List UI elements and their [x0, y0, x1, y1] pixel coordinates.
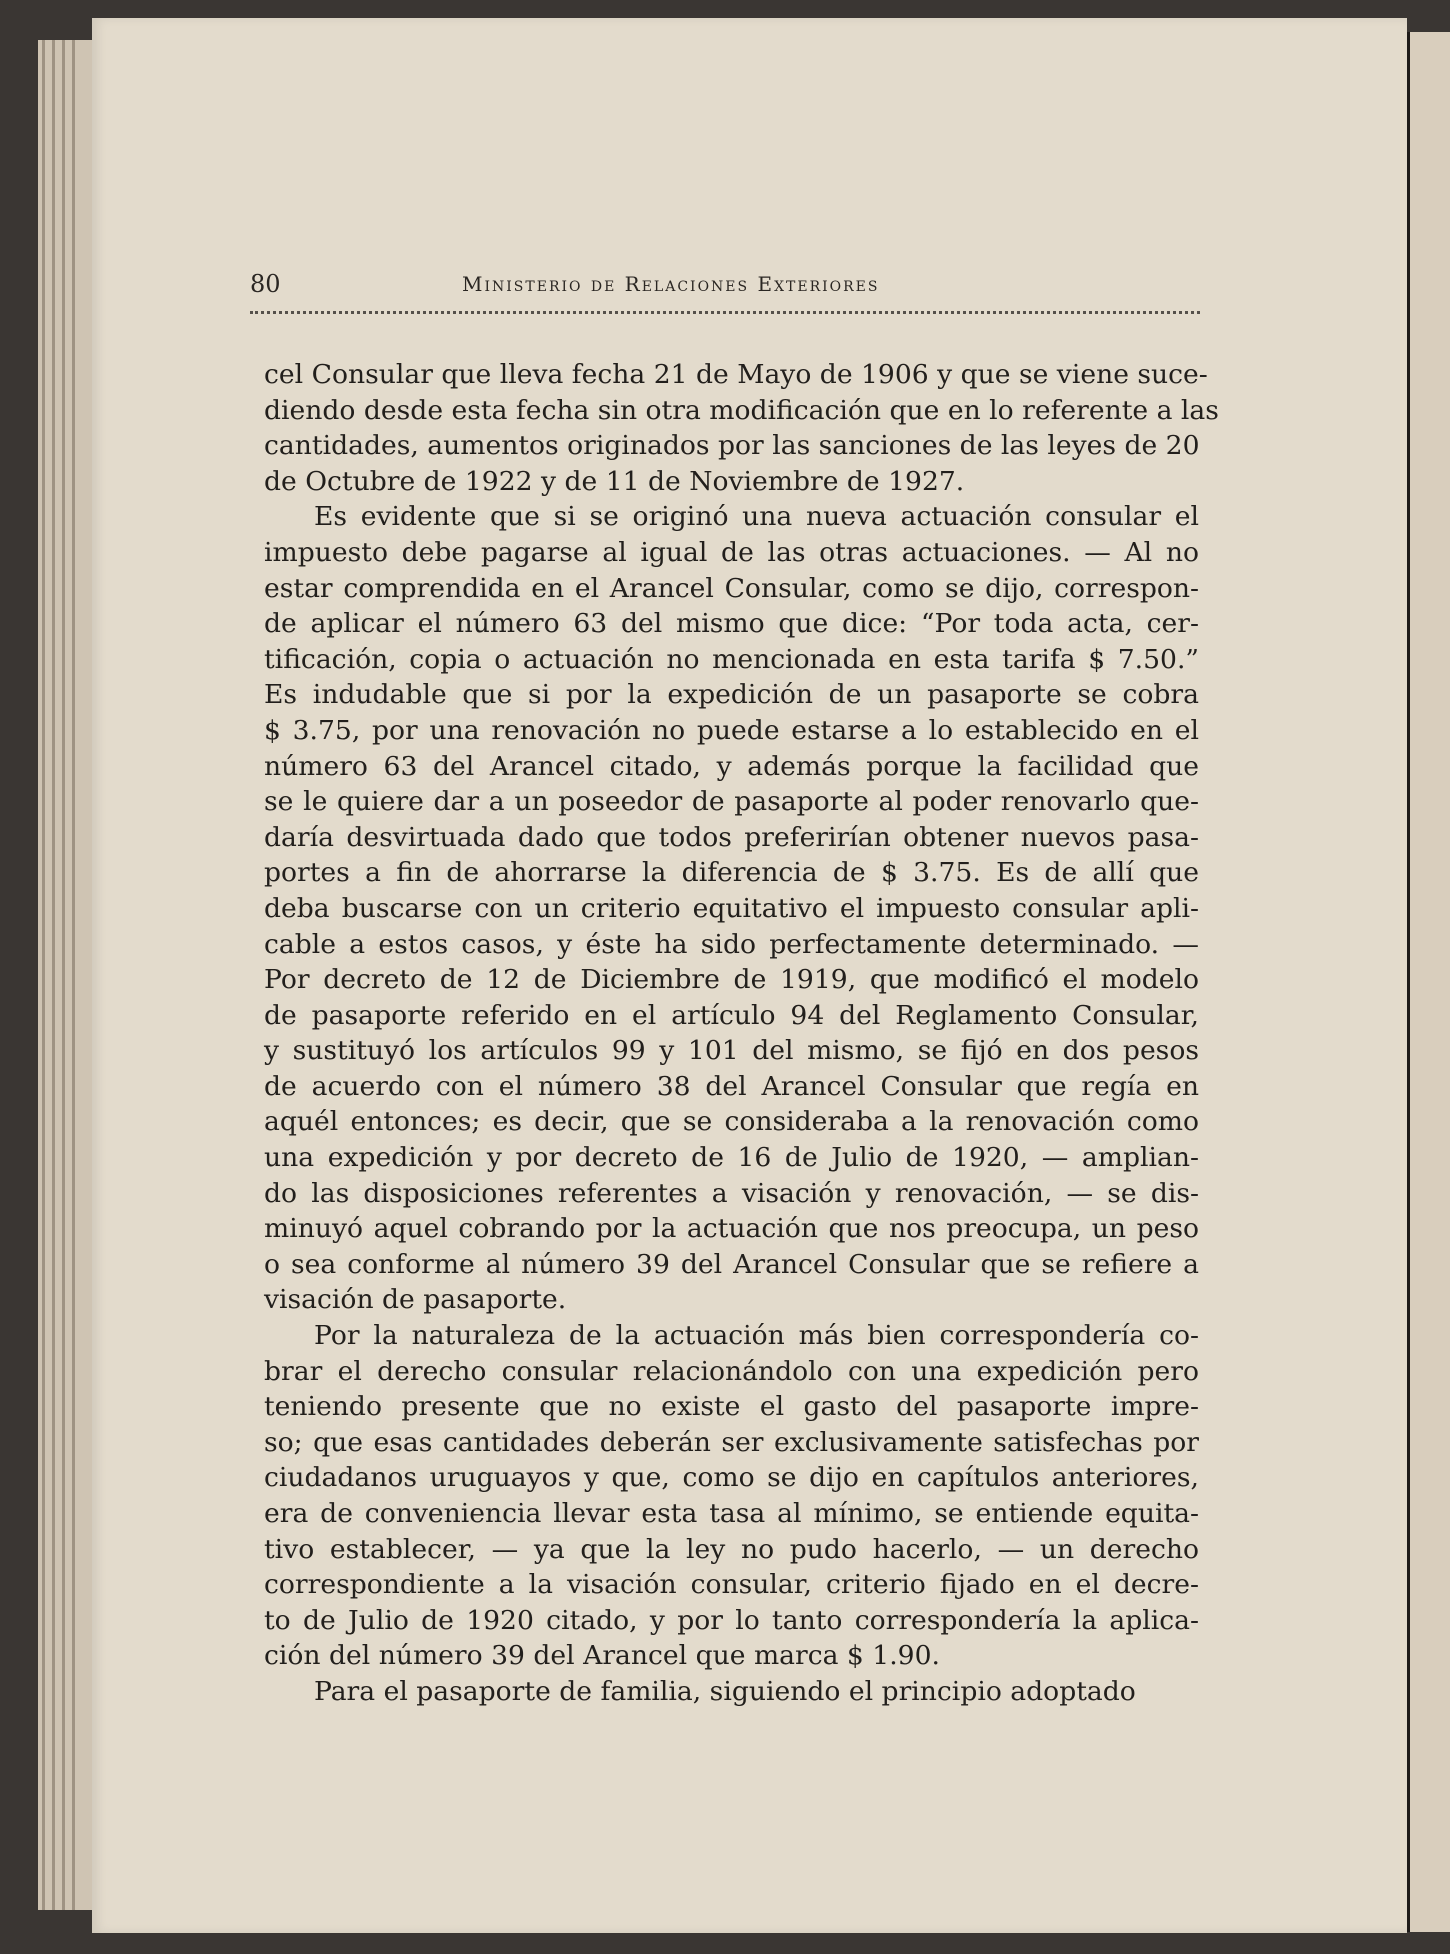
paragraph: [264, 357, 1219, 499]
text-line: $ 3.75, por una renovación no puede estarse a lo establecido en el: [264, 714, 1199, 746]
text-line: visación de pasaporte.: [264, 1284, 567, 1316]
body-text: [264, 357, 1219, 1710]
page-edge-line: [52, 40, 55, 1910]
text-line: de acuerdo con el número 38 del Arancel Consular que regía en: [264, 1070, 1199, 1102]
text-line: o sea conforme al número 39 del Arancel Consular que se refiere a: [264, 1248, 1199, 1280]
text-line: era de conveniencia llevar esta tasa al mínimo, se entiende equita-: [264, 1498, 1199, 1529]
text-line: portes a fin de ahorrarse la diferencia de $ 3.75. Es de allí que: [264, 857, 1199, 889]
text-line: daría desvirtuada dado que todos preferirían obtener nuevos pasa-: [264, 821, 1199, 853]
text-line: de Octubre de 1922 y de 11 de Noviembre de 1927.: [264, 465, 965, 497]
page-number: 80: [250, 270, 281, 298]
text-line: minuyó aquel cobrando por la actuación que nos preocupa, un peso: [264, 1213, 1199, 1245]
text-line: Es evidente que si se originó una nueva actuación consular el: [314, 501, 1199, 533]
text-line: Por la naturaleza de la actuación más bien correspondería co-: [314, 1320, 1199, 1352]
text-line: Para el pasaporte de familia, siguiendo el principio adoptado: [314, 1675, 1136, 1707]
text-line: de pasaporte referido en el artículo 94 del Reglamento Consular,: [264, 999, 1199, 1031]
text-line: do las disposiciones referentes a visación y renovación, — se dis-: [264, 1177, 1199, 1209]
text-line: so; que esas cantidades deberán ser exclusivamente satisfechas por: [264, 1426, 1199, 1458]
text-line: cantidades, aumentos originados por las sanciones de las leyes de 20: [264, 430, 1200, 462]
text-line: número 63 del Arancel citado, y además porque la facilidad que: [264, 750, 1199, 782]
text-line: tivo establecer, — ya que la ley no pudo hacerlo, — un derecho: [264, 1533, 1199, 1565]
text-line: tificación, copia o actuación no mencionada en esta tarifa $ 7.50.”: [264, 643, 1199, 675]
page-edge-line: [72, 40, 75, 1910]
text-line: aquél entonces; es decir, que se consideraba a la renovación como: [264, 1106, 1199, 1138]
text-line: se le quiere dar a un poseedor de pasaporte al poder renovarlo que-: [264, 786, 1199, 818]
text-line: to de Julio de 1920 citado, y por lo tanto correspondería la aplica-: [264, 1604, 1199, 1636]
text-line: estar comprendida en el Arancel Consular, como se dijo, correspon-: [264, 572, 1199, 604]
text-line: correspondiente a la visación consular, criterio fijado en el decre-: [264, 1569, 1199, 1601]
text-line: cable a estos casos, y éste ha sido perfectamente determinado. —: [264, 928, 1199, 960]
paragraph: [264, 1674, 1199, 1710]
text-line: de aplicar el número 63 del mismo que dice: “Por toda acta, cer-: [264, 608, 1199, 640]
running-head: Ministerio de Relaciones Exteriores: [462, 272, 880, 296]
paragraph: [264, 1318, 1199, 1674]
text-line: ción del número 39 del Arancel que marca $ 1.90.: [264, 1640, 940, 1672]
page-edge-line: [62, 40, 65, 1910]
text-line: Es indudable que si por la expedición de un pasaporte se cobra: [264, 679, 1199, 711]
text-line: una expedición y por decreto de 16 de Julio de 1920, — amplian-: [264, 1142, 1199, 1174]
text-line: y sustituyó los artículos 99 y 101 del mismo, se fijó en dos pesos: [264, 1035, 1199, 1067]
page-header: [250, 262, 1200, 302]
paragraph: [264, 499, 1199, 1318]
page-edge-line: [42, 40, 45, 1910]
text-line: Por decreto de 12 de Diciembre de 1919, que modificó el modelo: [264, 964, 1199, 996]
text-line: deba buscarse con un criterio equitativo el impuesto consular apli-: [264, 892, 1199, 924]
header-rule: [250, 311, 1200, 314]
text-line: cel Consular que lleva fecha 21 de Mayo de 1906 y que se viene suce-: [264, 359, 1208, 390]
text-line: brar el derecho consular relacionándolo con una expedición pero: [264, 1355, 1199, 1387]
text-line: impuesto debe pagarse al igual de las otras actuaciones. — Al no: [264, 536, 1199, 568]
text-line: diendo desde esta fecha sin otra modificación que en lo referente a las: [264, 394, 1219, 426]
text-line: teniendo presente que no existe el gasto del pasaporte impre-: [264, 1391, 1199, 1423]
text-line: ciudadanos uruguayos y que, como se dijo en capítulos anteriores,: [264, 1462, 1199, 1494]
adjacent-page-edge: [1407, 32, 1450, 1932]
